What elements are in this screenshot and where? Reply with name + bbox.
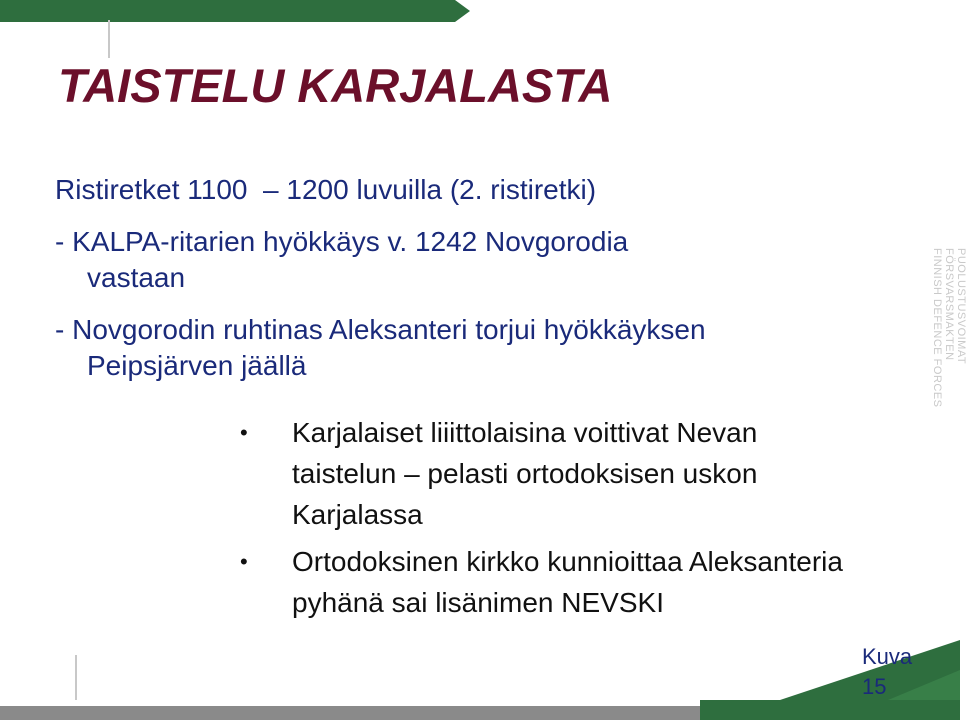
- decor-line-top: [108, 20, 110, 58]
- bullet-list: [240, 412, 860, 629]
- slide-title: TAISTELU KARJALASTA: [58, 59, 613, 112]
- side-text-fi: PUOLUSTUSVOIMAT: [955, 248, 967, 365]
- side-text-sv: FÖRSVARSMAKTEN: [943, 248, 955, 361]
- bullet-text: Karjalaiset liiittolaisina voittivat Nevan taistelun – pelasti ortodoksisen uskon Karjalassa: [292, 417, 758, 530]
- side-text-en: FINNISH DEFENCE FORCES: [931, 248, 943, 408]
- body-line-crusades: Ristiretket 1100 – 1200 luvuilla (2. ristiretki): [55, 174, 597, 205]
- body-line-aleksanteri-cont: Peipsjärven jäällä: [87, 350, 307, 381]
- picture-caption: [862, 642, 922, 702]
- bullet-item: [240, 541, 860, 623]
- body-line-aleksanteri: - Novgorodin ruhtinas Aleksanteri torjui hyökkäyksen: [55, 314, 706, 345]
- picture-number: 15: [862, 674, 887, 699]
- bottom-decor-bar: [0, 700, 960, 720]
- body-line-kalpa-cont: vastaan: [87, 262, 186, 293]
- picture-label: Kuva: [862, 644, 913, 669]
- bullet-text: Ortodoksinen kirkko kunnioittaa Aleksanteria pyhänä sai lisänimen NEVSKI: [292, 546, 843, 618]
- bullet-dot: •: [240, 549, 248, 574]
- decor-line-bottom: [75, 655, 77, 700]
- bullet-dot: •: [240, 420, 248, 445]
- bullet-item: [240, 412, 860, 535]
- side-watermark: [931, 248, 967, 408]
- body-line-kalpa: - KALPA-ritarien hyökkäys v. 1242 Novgorodia: [55, 226, 629, 257]
- slide-body: [55, 172, 895, 384]
- top-decor-bar: [0, 0, 470, 22]
